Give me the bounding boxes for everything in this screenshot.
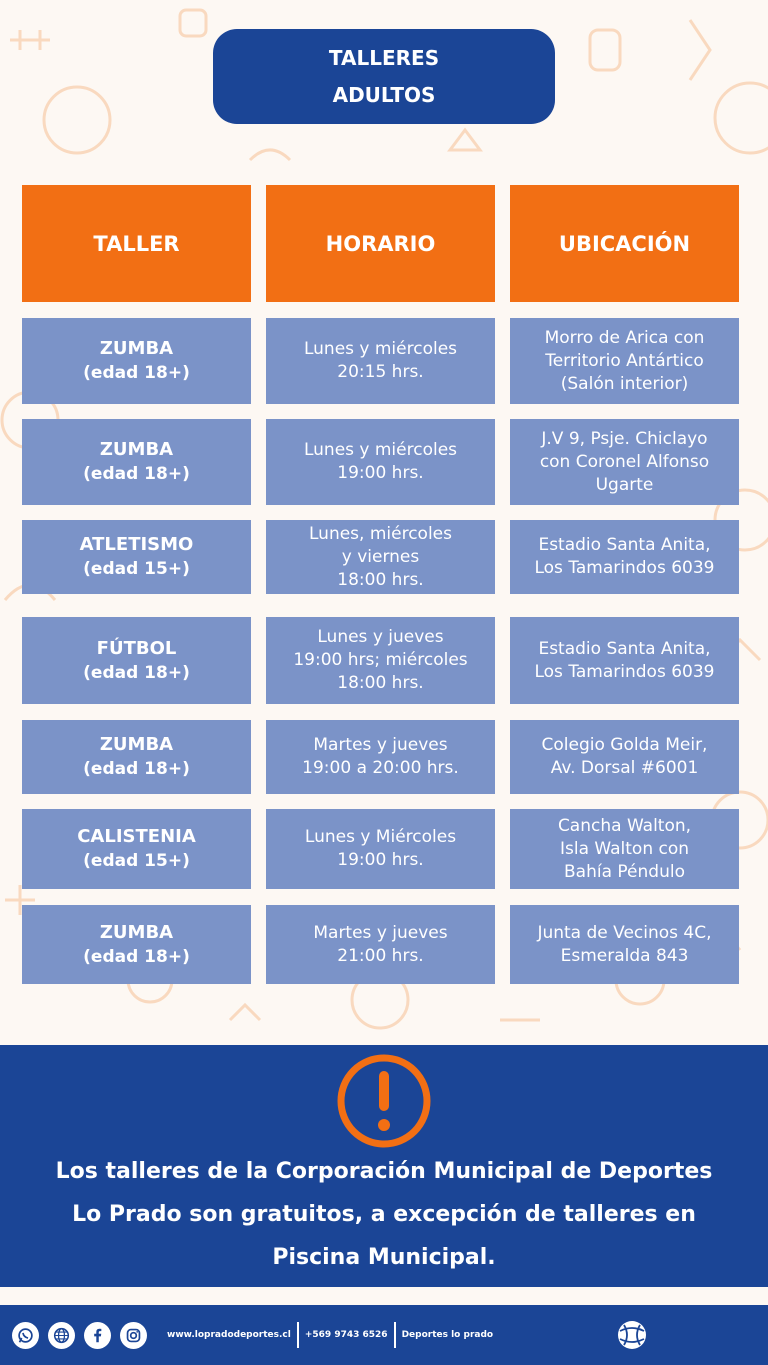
- table-cell-taller: [22, 419, 251, 505]
- schedule-line: 19:00 hrs.: [337, 850, 424, 870]
- notice-line: Lo Prado son gratuitos, a excepción de talleres en: [72, 1202, 696, 1227]
- page-title: [213, 29, 555, 124]
- taller-name: ZUMBA: [99, 338, 174, 359]
- taller-age: (edad 15+): [83, 851, 190, 871]
- table-cell-ubicacion: [510, 419, 739, 505]
- taller-age: (edad 18+): [83, 464, 190, 484]
- schedule-line: Lunes y Miércoles: [304, 827, 457, 847]
- schedule-line: Lunes y jueves: [317, 627, 444, 647]
- table-cell-taller: [22, 617, 251, 704]
- location-line: Esmeralda 843: [560, 945, 689, 966]
- website-link[interactable]: www.lopradodeportes.cl: [167, 1330, 291, 1340]
- location-line: Isla Walton con: [559, 838, 690, 859]
- location-line: Los Tamarindos 6039: [534, 558, 715, 578]
- location-line: J.V 9, Psje. Chiclayo: [541, 428, 708, 449]
- table-cell-ubicacion: [510, 318, 739, 404]
- notice-text: [14, 1150, 754, 1279]
- notice-line: Piscina Municipal.: [272, 1245, 496, 1270]
- location-line: Bahía Péndulo: [564, 861, 685, 882]
- whatsapp-icon[interactable]: [12, 1322, 39, 1349]
- divider: [394, 1322, 396, 1348]
- location-line: Estadio Santa Anita,: [538, 638, 711, 659]
- table-cell-taller: [22, 520, 251, 594]
- table-cell-horario: [266, 520, 495, 594]
- location-line: Territorio Antártico: [545, 350, 704, 371]
- location-line: con Coronel Alfonso: [539, 451, 710, 472]
- taller-name: CALISTENIA: [77, 826, 196, 847]
- taller-name: FÚTBOL: [96, 637, 177, 659]
- schedule-line: Lunes y miércoles: [303, 440, 458, 460]
- location-line: Estadio Santa Anita,: [538, 535, 711, 555]
- schedule-line: 18:00 hrs.: [337, 673, 424, 693]
- facebook-icon[interactable]: [84, 1322, 111, 1349]
- location-line: (Salón interior): [560, 373, 689, 394]
- schedule-line: 18:00 hrs.: [337, 569, 424, 590]
- location-line: Morro de Arica con: [544, 327, 705, 348]
- table-cell-ubicacion: [510, 617, 739, 704]
- social-handle[interactable]: Deportes lo prado: [401, 1330, 494, 1340]
- page-title-line-1: TALLERES: [328, 45, 440, 70]
- schedule-line: 19:00 a 20:00 hrs.: [302, 758, 459, 778]
- schedule-line: Martes y jueves: [313, 922, 448, 943]
- location-line: Ugarte: [595, 474, 654, 495]
- column-header-horario: HORARIO: [266, 185, 495, 302]
- schedule-line: 21:00 hrs.: [337, 945, 424, 966]
- schedule-line: 20:15 hrs.: [337, 362, 424, 382]
- table-cell-ubicacion: [510, 720, 739, 794]
- globe-icon[interactable]: [48, 1322, 75, 1349]
- table-cell-horario: [266, 905, 495, 984]
- taller-name: ZUMBA: [99, 439, 174, 460]
- table-cell-taller: [22, 905, 251, 984]
- location-line: Colegio Golda Meir,: [541, 735, 708, 755]
- schedule-line: Lunes, miércoles: [309, 523, 452, 544]
- table-cell-taller: [22, 720, 251, 794]
- exclamation-circle-icon: [336, 1053, 432, 1149]
- taller-name: ZUMBA: [99, 734, 174, 755]
- schedule-line: 19:00 hrs.: [337, 463, 424, 483]
- divider: [297, 1322, 299, 1348]
- taller-age: (edad 18+): [83, 946, 190, 967]
- taller-name: ATLETISMO: [79, 534, 194, 555]
- schedule-line: Lunes y miércoles: [303, 339, 458, 359]
- taller-age: (edad 18+): [83, 363, 190, 383]
- notice-line: Los talleres de la Corporación Municipal de Deportes: [55, 1159, 713, 1184]
- location-line: Junta de Vecinos 4C,: [537, 922, 712, 943]
- column-header-taller: TALLER: [22, 185, 251, 302]
- table-cell-ubicacion: [510, 520, 739, 594]
- table-cell-horario: [266, 419, 495, 505]
- table-cell-ubicacion: [510, 809, 739, 889]
- location-line: Av. Dorsal #6001: [550, 758, 699, 778]
- schedule-line: Martes y jueves: [313, 735, 448, 755]
- table-cell-horario: [266, 617, 495, 704]
- page-title-line-2: ADULTOS: [332, 82, 436, 107]
- taller-age: (edad 18+): [83, 662, 190, 683]
- phone-number[interactable]: +569 9743 6526: [304, 1330, 388, 1340]
- table-cell-taller: [22, 809, 251, 889]
- ball-logo-icon: [616, 1319, 648, 1351]
- table-cell-horario: [266, 809, 495, 889]
- table-cell-ubicacion: [510, 905, 739, 984]
- taller-name: ZUMBA: [99, 921, 174, 943]
- table-cell-horario: [266, 318, 495, 404]
- taller-age: (edad 15+): [83, 559, 190, 579]
- footer: [0, 1305, 768, 1365]
- location-line: Los Tamarindos 6039: [534, 661, 715, 682]
- taller-age: (edad 18+): [83, 759, 190, 779]
- table-cell-horario: [266, 720, 495, 794]
- schedule-line: 19:00 hrs; miércoles: [293, 650, 468, 670]
- schedule-line: y viernes: [341, 546, 420, 567]
- column-header-ubicacion: UBICACIÓN: [510, 185, 739, 302]
- table-cell-taller: [22, 318, 251, 404]
- location-line: Cancha Walton,: [557, 815, 692, 836]
- instagram-icon[interactable]: [120, 1322, 147, 1349]
- social-links: [0, 1322, 147, 1349]
